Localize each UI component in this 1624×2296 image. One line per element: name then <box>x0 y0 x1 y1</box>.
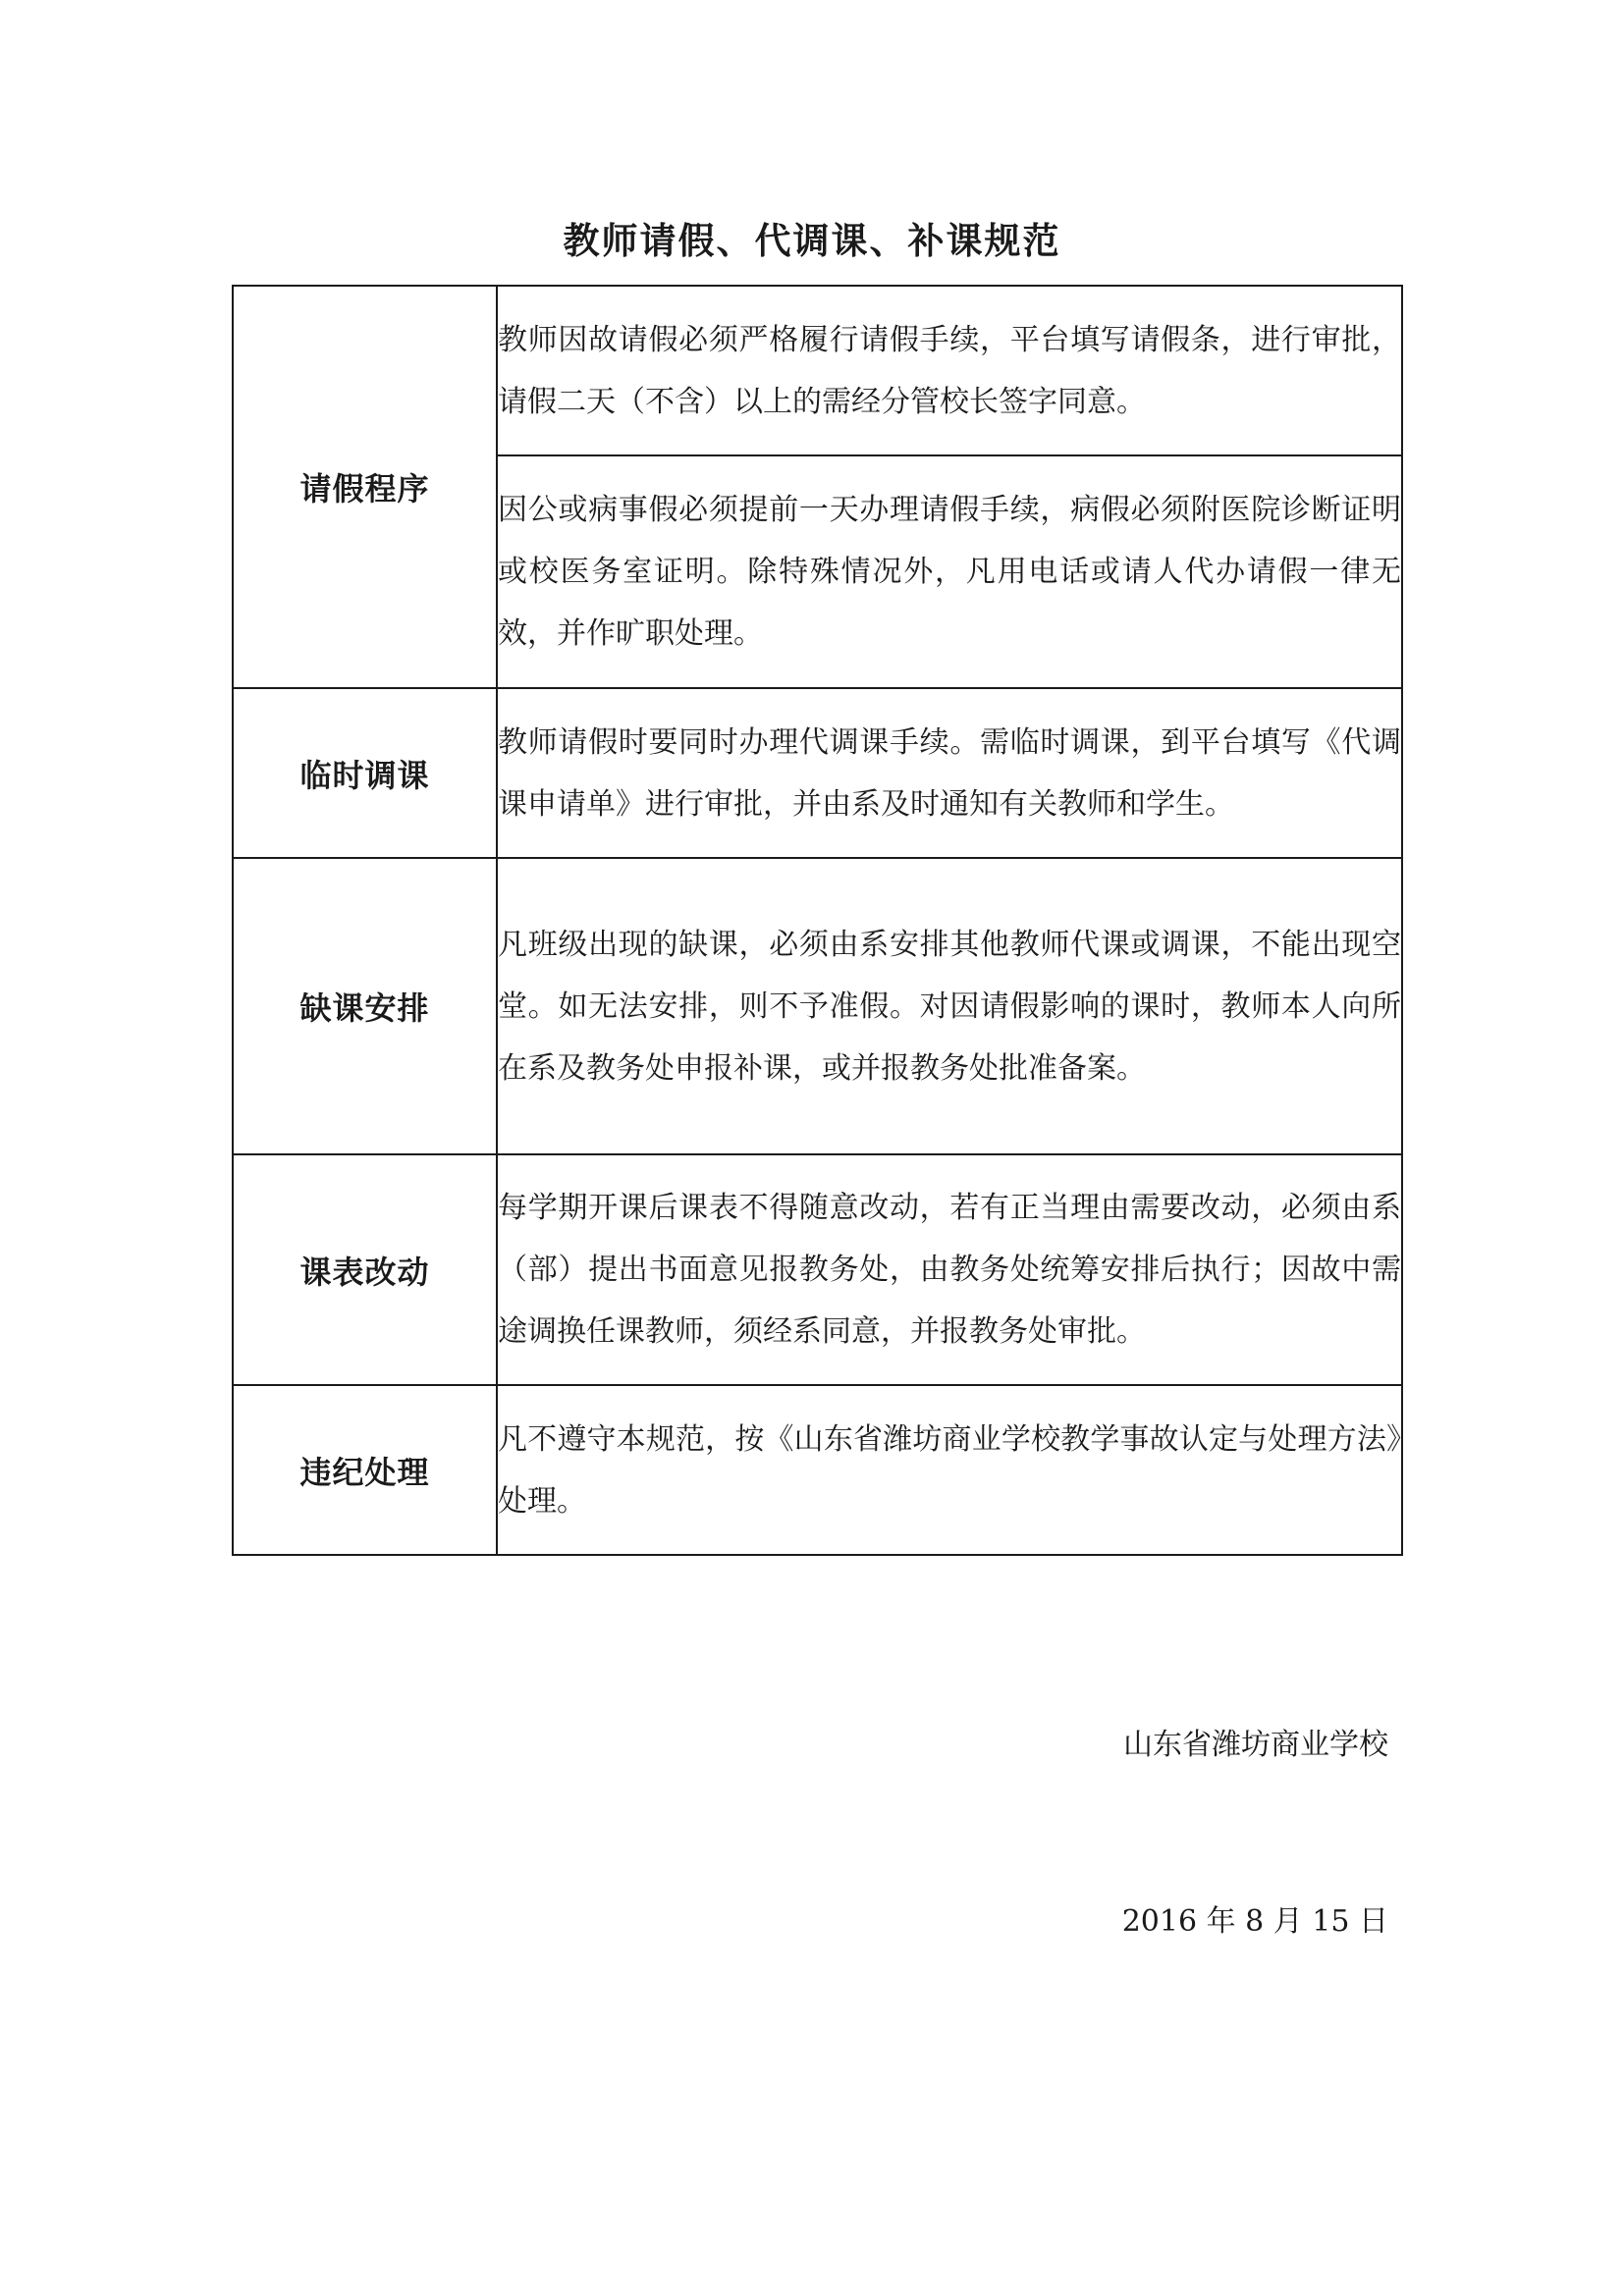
row-label-temporary-reschedule: 临时调课 <box>233 688 497 858</box>
table-row <box>233 1385 1402 1555</box>
table-row <box>233 688 1402 858</box>
issuer-signature: 山东省潍坊商业学校 <box>1123 1728 1388 1762</box>
row-label-absence-arrangement: 缺课安排 <box>233 858 497 1154</box>
row-label-timetable-change: 课表改动 <box>233 1154 497 1385</box>
row-label-leave-procedure: 请假程序 <box>233 286 497 688</box>
issue-date: 2016 年 8 月 15 日 <box>1121 1904 1388 1939</box>
rules-table <box>232 285 1403 1556</box>
table-row <box>233 1154 1402 1385</box>
row-content-violation-handling: 凡不遵守本规范，按《山东省潍坊商业学校教学事故认定与处理方法》处理。 <box>497 1385 1402 1555</box>
row-content-leave-procedure-2: 因公或病事假必须提前一天办理请假手续，病假必须附医院诊断证明或校医务室证明。除特殊情况外，凡用电话或请人代办请假一律无效，并作旷职处理。 <box>497 455 1402 688</box>
page-title: 教师请假、代调课、补课规范 <box>563 219 1061 262</box>
row-content-absence-arrangement: 凡班级出现的缺课，必须由系安排其他教师代课或调课，不能出现空堂。如无法安排，则不予准假。对因请假影响的课时，教师本人向所在系及教务处申报补课，或并报教务处批准备案。 <box>497 858 1402 1154</box>
table-row <box>233 858 1402 1154</box>
table-row <box>233 286 1402 455</box>
row-content-temporary-reschedule: 教师请假时要同时办理代调课手续。需临时调课，到平台填写《代调课申请单》进行审批，并由系及时通知有关教师和学生。 <box>497 688 1402 858</box>
row-content-timetable-change: 每学期开课后课表不得随意改动，若有正当理由需要改动，必须由系（部）提出书面意见报教务处，由教务处统筹安排后执行；因故中需途调换任课教师，须经系同意，并报教务处审批。 <box>497 1154 1402 1385</box>
row-content-leave-procedure-1: 教师因故请假必须严格履行请假手续，平台填写请假条，进行审批，请假二天（不含）以上的需经分管校长签字同意。 <box>497 286 1402 455</box>
row-label-violation-handling: 违纪处理 <box>233 1385 497 1555</box>
